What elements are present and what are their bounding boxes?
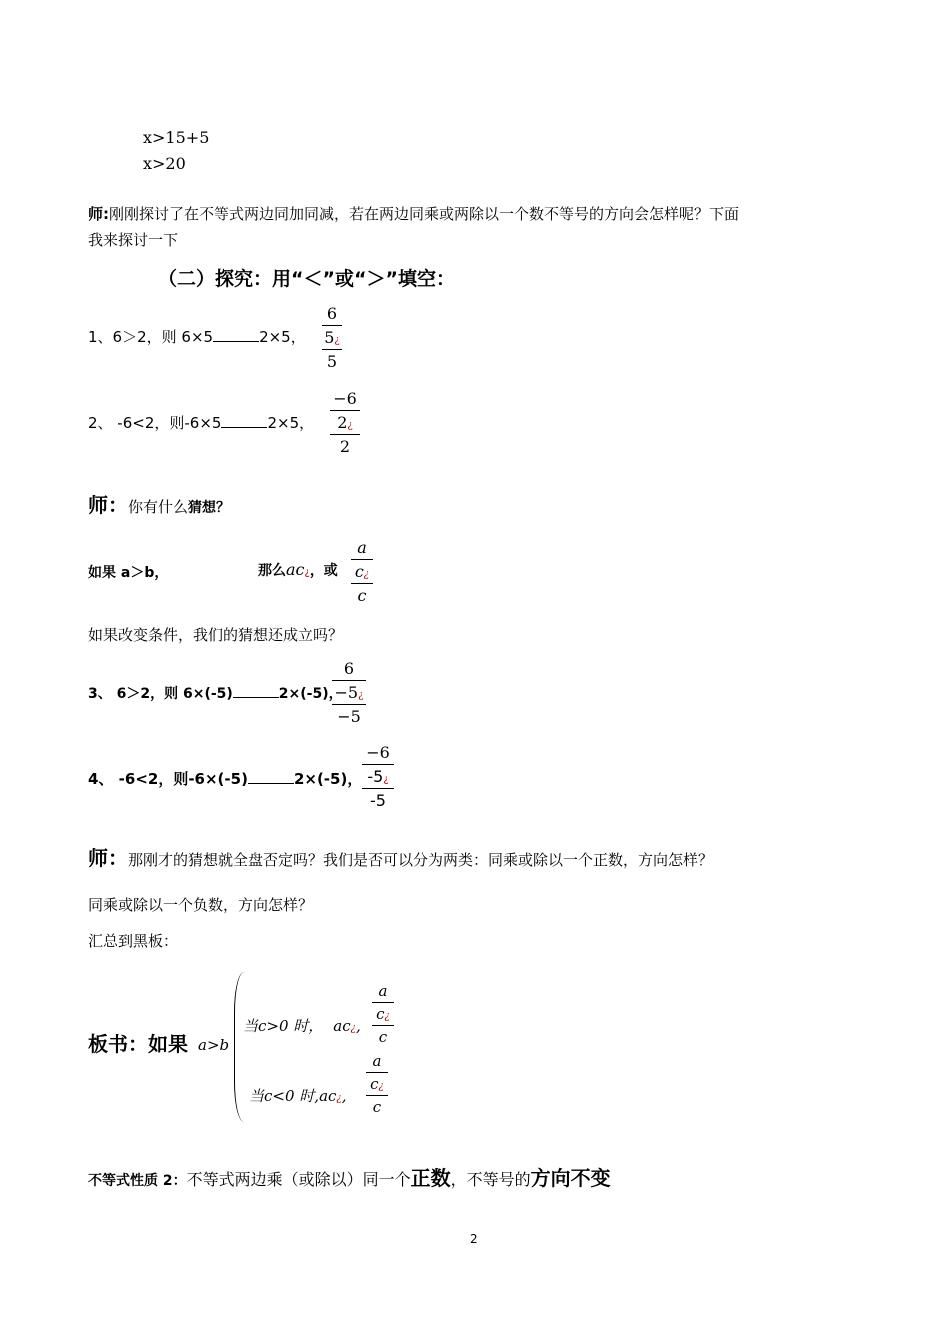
guess-fraction (351, 538, 373, 605)
teacher-paragraph-line-2: 我来探讨一下 (88, 231, 179, 249)
property-label: 不等式性质 2： (88, 1173, 187, 1189)
fraction-denominator: c (372, 1098, 382, 1116)
fraction-denominator: 2 (339, 437, 351, 456)
property-text-d: 方向不变 (530, 1166, 611, 1190)
board-condition: a>b (198, 1036, 230, 1054)
exercise-3-blank[interactable] (233, 697, 279, 698)
board-case-2: 当c<0 时,ac¿, (249, 1087, 347, 1105)
teacher-text: 刚刚探讨了在不等式两边同加同减，若在两边同乘或两除以一个数不等号的方向会怎样呢？下面 (109, 205, 740, 223)
fraction-middle: 2¿ (337, 413, 353, 432)
fraction-middle: −5¿ (334, 683, 364, 702)
exercise-4-blank[interactable] (248, 783, 294, 784)
teacher-question-line-1 (88, 842, 713, 871)
exercise-3-mid: 2×(-5)， (278, 686, 343, 702)
equation-line-2: x>20 (143, 154, 186, 173)
fraction-middle: -5¿ (367, 767, 389, 786)
exercise-1-lead: 1、6＞2，则 6×5 (88, 328, 214, 346)
teacher-question-text: 那刚才的猜想就全盘否定吗？我们是否可以分为两类：同乘或除以一个正数，方向怎样？ (128, 851, 714, 869)
fraction-numerator: −6 (366, 743, 390, 762)
guess-question: 你有什么 (128, 498, 189, 516)
fraction-denominator: c (357, 586, 367, 605)
exercise-2-mid: 2×5， (267, 414, 315, 432)
teacher-label: 师: (88, 205, 109, 223)
summary-to-board: 汇总到黑板： (88, 932, 179, 950)
fraction-numerator: a (357, 538, 367, 557)
board-fraction-2 (366, 1052, 388, 1116)
property-text-c: ，不等号的 (450, 1170, 531, 1189)
case-1-ac: ac (333, 1017, 351, 1035)
fraction-numerator: a (372, 1052, 382, 1070)
board-fraction-1 (372, 982, 394, 1046)
then-word: 那么 (258, 563, 286, 579)
teacher-question-line-2: 同乘或除以一个负数，方向怎样？ (88, 896, 314, 914)
exercise-3 (88, 683, 343, 703)
fraction-middle: c¿ (370, 1075, 384, 1093)
board-case-1: 当c>0 时， ac¿, (243, 1017, 361, 1035)
exercise-3-fraction (332, 659, 366, 726)
guess-question-bold: 猜想？ (188, 500, 231, 516)
case-2-ac: ac (319, 1087, 337, 1105)
teacher-label: 师： (88, 493, 128, 517)
fraction-numerator: −6 (333, 389, 357, 408)
exercise-1-blank[interactable] (213, 341, 259, 342)
exercise-1-fraction (322, 304, 342, 371)
exercise-4-mid: 2×(-5)， (293, 770, 363, 788)
then-clause: 那么ac¿，或 (258, 560, 338, 579)
exercise-2 (88, 412, 314, 433)
fraction-numerator: 6 (343, 659, 355, 678)
fraction-numerator: a (378, 982, 388, 1000)
left-brace (234, 972, 245, 1122)
board-label: 板书：如果 (88, 1032, 188, 1056)
exercise-4-lead: 4、 -6<2，则-6×(-5) (88, 770, 248, 788)
fraction-middle: 5¿ (324, 328, 340, 347)
equation-line-1: x>15+5 (143, 128, 210, 147)
exercise-4 (88, 768, 362, 789)
teacher-guess-line (88, 489, 230, 518)
fraction-denominator: 5 (326, 352, 338, 371)
fraction-denominator: c (378, 1028, 388, 1046)
fraction-denominator: -5 (370, 791, 386, 810)
if-a-greater-b: 如果 a＞b， (88, 565, 169, 581)
exercise-3-lead: 3、 6＞2，则 6×(-5) (88, 686, 233, 702)
ac-expr: ac (286, 560, 305, 579)
fraction-middle: c¿ (354, 562, 370, 581)
teacher-label: 师： (88, 846, 128, 870)
section-title: （二）探究：用“＜”或“＞”填空： (158, 268, 455, 290)
exercise-4-fraction (362, 743, 394, 810)
fraction-middle: c¿ (376, 1005, 390, 1023)
fraction-denominator: −5 (337, 707, 361, 726)
exercise-2-fraction (330, 389, 360, 456)
change-condition: 如果改变条件，我们的猜想还成立吗？ (88, 626, 344, 644)
teacher-paragraph-line-1 (88, 203, 739, 224)
property-text-a: 不等式两边乘（或除以）同一个 (186, 1170, 411, 1189)
case-1-condition: 当c>0 时， (243, 1017, 324, 1035)
property-text-b: 正数 (410, 1166, 451, 1190)
property-2 (88, 1162, 611, 1191)
or-word: ，或 (309, 563, 338, 579)
page-number: 2 (470, 1232, 478, 1246)
exercise-2-blank[interactable] (221, 427, 267, 428)
case-2-condition: 当c<0 时, (249, 1087, 320, 1105)
exercise-2-lead: 2、 -6<2，则-6×5 (88, 414, 222, 432)
fraction-numerator: 6 (326, 304, 338, 323)
exercise-1-mid: 2×5， (259, 328, 306, 346)
exercise-1 (88, 326, 306, 347)
